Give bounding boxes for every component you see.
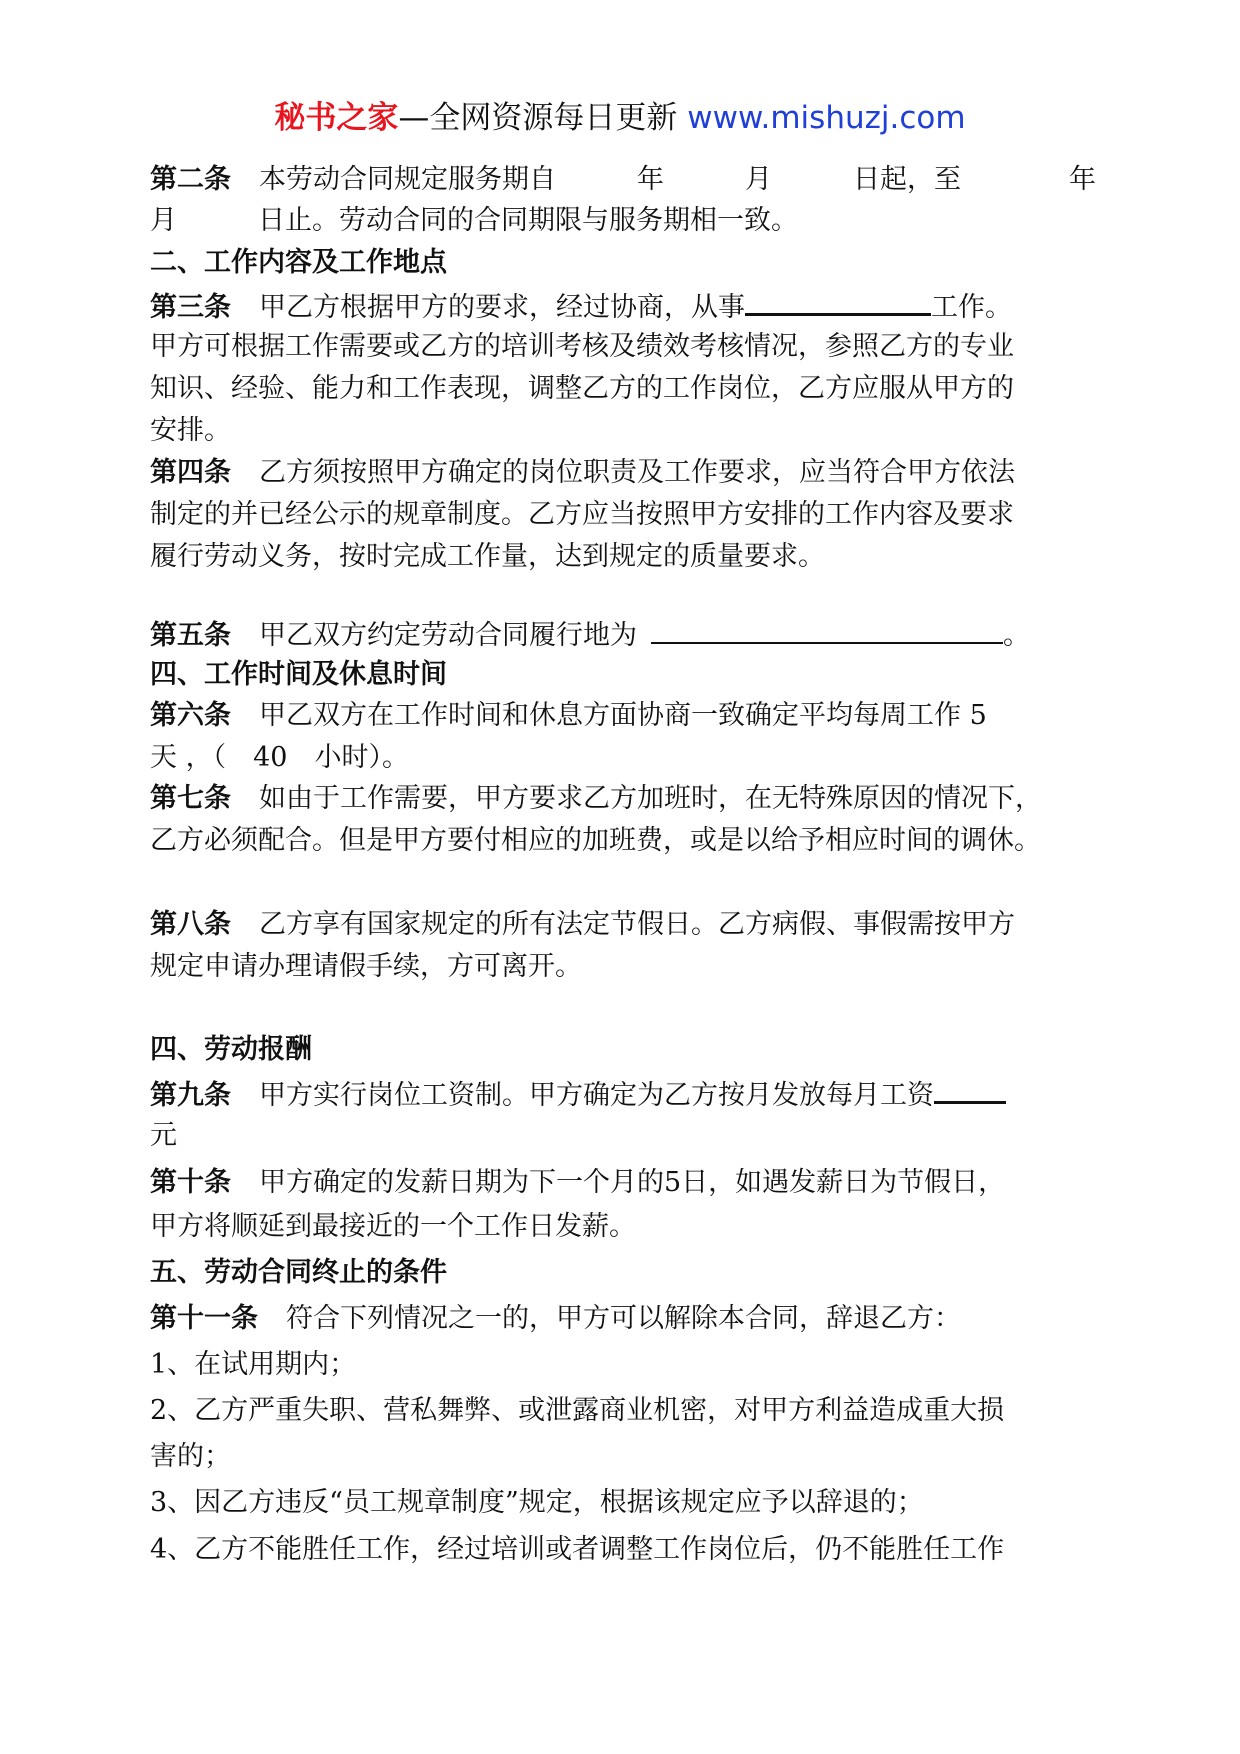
article-3-text-4: 安排。 [150, 415, 231, 446]
list-item: 4、乙方不能胜任工作，经过培训或者调整工作岗位后，仍不能胜任工作 [150, 1534, 1005, 1565]
banner-url-link[interactable]: www.mishuzj.com [687, 100, 966, 136]
list-item: 3、因乙方违反“员工规章制度”规定，根据该规定应予以辞退的； [150, 1487, 924, 1518]
section-4-title-b: 四、劳动报酬 [150, 1034, 312, 1065]
article-10-line-1 [150, 1165, 1005, 1201]
article-2-line-1 [150, 162, 1096, 198]
article-6-text-1: 甲乙双方在工作时间和休息方面协商一致确定平均每周工作 5 [259, 700, 987, 731]
article-6-line-2 [150, 740, 409, 776]
list-item: 害的； [150, 1441, 231, 1472]
article-4-text-2: 制定的并已经公示的规章制度。乙方应当按照甲方安排的工作内容及要求 [150, 499, 1014, 530]
article-4-label: 第四条 [150, 457, 231, 488]
article-6-label: 第六条 [150, 700, 231, 731]
banner-brand: 秘书之家 [274, 100, 399, 136]
article-10-label: 第十条 [150, 1167, 231, 1198]
article-9-label: 第九条 [150, 1080, 231, 1111]
list-item: 2、乙方严重失职、营私舞弊、或泄露商业机密，对甲方利益造成重大损 [150, 1395, 1005, 1426]
article-7-line-2 [150, 823, 1041, 859]
article-4-line-2 [150, 497, 1014, 533]
article-2-text-2: 月 日止。劳动合同的合同期限与服务期相一致。 [150, 205, 798, 236]
article-4-text-3: 履行劳动义务，按时完成工作量，达到规定的质量要求。 [150, 541, 825, 572]
article-3-line-3 [150, 371, 1014, 407]
article-9-line-1 [150, 1075, 1006, 1114]
article-5-line-1 [150, 616, 1030, 654]
article-8-line-1 [150, 907, 1015, 943]
article-6-line-1 [150, 698, 987, 734]
article-8-text-1: 乙方享有国家规定的所有法定节假日。乙方病假、事假需按甲方 [259, 909, 1015, 940]
article-8-label: 第八条 [150, 909, 231, 940]
banner-slogan: —全网资源每日更新 [398, 100, 678, 136]
article-8-line-2 [150, 949, 582, 985]
article-11-text-1: 符合下列情况之一的，甲方可以解除本合同，辞退乙方： [286, 1303, 961, 1334]
article-10-text-2: 甲方将顺延到最接近的一个工作日发薪。 [150, 1211, 636, 1242]
article-3-line-2 [150, 329, 1014, 365]
article-3-text-1a: 甲乙方根据甲方的要求，经过协商，从事 [259, 292, 745, 323]
section-4-title-a: 四、工作时间及休息时间 [150, 659, 447, 690]
article-6-text-2: 天 ，（ 40 小时）。 [150, 742, 409, 773]
article-5-label: 第五条 [150, 620, 231, 651]
article-3-text-3: 知识、经验、能力和工作表现，调整乙方的工作岗位，乙方应服从甲方的 [150, 373, 1014, 404]
job-title-blank[interactable] [745, 287, 931, 316]
article-7-text-1: 如由于工作需要，甲方要求乙方加班时，在无特殊原因的情况下， [259, 783, 1042, 814]
article-2-text-1: 本劳动合同规定服务期自 年 月 日起，至 年 [259, 164, 1096, 195]
article-3-line-4 [150, 413, 231, 449]
salary-amount-blank[interactable] [934, 1075, 1006, 1104]
article-5-text-1b: 。 [1003, 620, 1030, 651]
article-10-line-2 [150, 1209, 636, 1245]
article-9-text-2: 元 [150, 1120, 177, 1151]
section-2-title: 二、工作内容及工作地点 [150, 247, 447, 278]
article-3-line-1 [150, 287, 1012, 326]
article-2-label: 第二条 [150, 164, 231, 195]
work-location-blank[interactable] [651, 616, 1003, 644]
article-3-text-1b: 工作。 [931, 292, 1012, 323]
article-3-label: 第三条 [150, 292, 231, 323]
article-4-text-1: 乙方须按照甲方确定的岗位职责及工作要求，应当符合甲方依法 [259, 457, 1015, 488]
article-7-line-1 [150, 781, 1042, 817]
article-7-text-2: 乙方必须配合。但是甲方要付相应的加班费，或是以给予相应时间的调休。 [150, 825, 1041, 856]
article-4-line-1 [150, 455, 1015, 491]
article-8-text-2: 规定申请办理请假手续，方可离开。 [150, 951, 582, 982]
article-4-line-3 [150, 539, 825, 575]
article-9-line-2 [150, 1118, 177, 1154]
article-3-text-2: 甲方可根据工作需要或乙方的培训考核及绩效考核情况，参照乙方的专业 [150, 331, 1014, 362]
list-item: 1、在试用期内； [150, 1349, 357, 1380]
article-11-line-1 [150, 1301, 961, 1337]
article-2-line-2 [150, 203, 798, 239]
article-7-label: 第七条 [150, 783, 231, 814]
site-banner [0, 98, 1240, 138]
article-11-label: 第十一条 [150, 1303, 258, 1334]
section-5-title: 五、劳动合同终止的条件 [150, 1257, 447, 1288]
article-9-text-1: 甲方实行岗位工资制。甲方确定为乙方按月发放每月工资 [259, 1080, 934, 1111]
article-10-text-1: 甲方确定的发薪日期为下一个月的5日，如遇发薪日为节假日， [259, 1167, 1006, 1198]
article-5-text-1a: 甲乙双方约定劳动合同履行地为 [259, 620, 637, 651]
